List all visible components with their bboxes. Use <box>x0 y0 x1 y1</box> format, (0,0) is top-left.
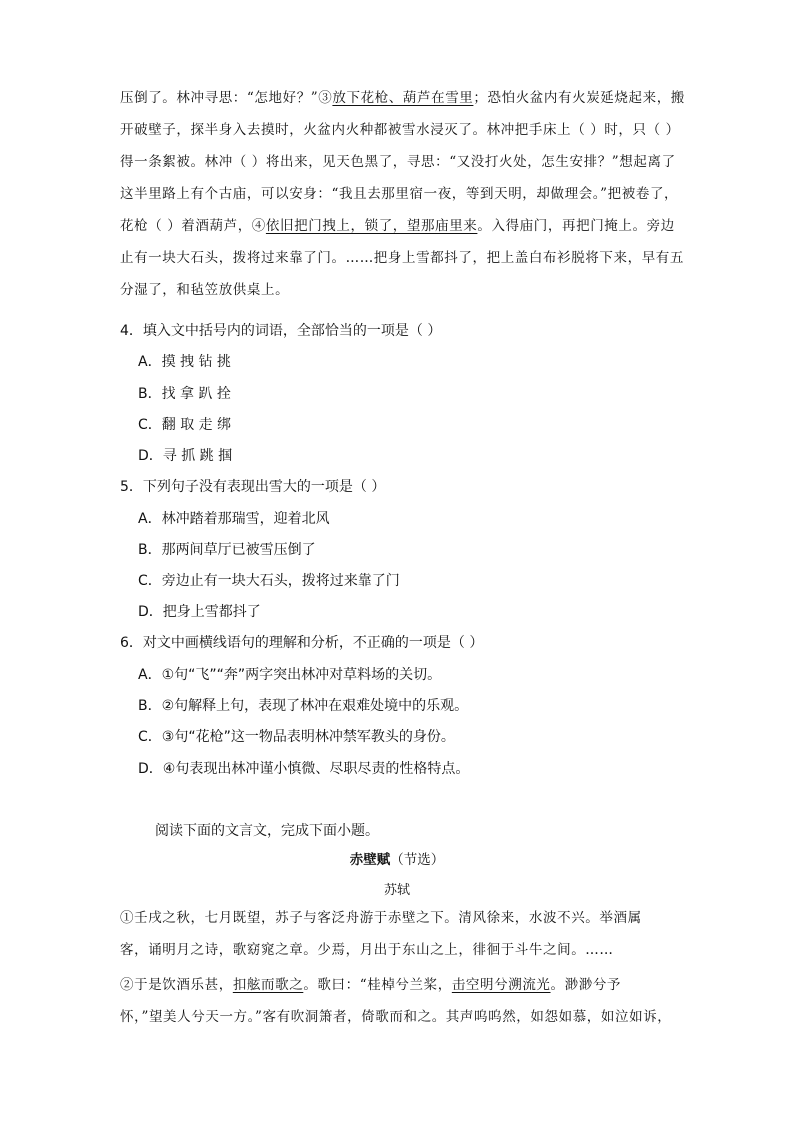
classical-line: 客，诵明月之诗，歌窈窕之章。少焉，月出于东山之上，徘徊于斗牛之间。…… <box>120 942 614 958</box>
question-5-stem: 5．下列句子没有表现出雪大的一项是（ ） <box>120 479 386 495</box>
question-6-stem: 6．对文中画横线语句的理解和分析，不正确的一项是（ ） <box>120 635 484 651</box>
passage-line: 花枪（ ）着酒葫芦，④依旧把门拽上，锁了，望那庙里来。入得庙门，再把门掩上。旁边 <box>120 218 675 234</box>
question-6-option-c: C．③句“花枪”这一物品表明林冲禁军教头的身份。 <box>138 729 455 745</box>
passage-line: 这半里路上有个古庙，可以安身：“我且去那里宿一夜，等到天明，却做理会。”把被卷了， <box>120 186 679 202</box>
passage-line: 分湿了，和毡笠放供桌上。 <box>120 282 290 298</box>
classical-text-title: 赤壁赋（节选） <box>349 852 445 868</box>
reading-instruction: 阅读下面的文言文，完成下面小题。 <box>155 823 379 839</box>
question-4-option-d: D．寻 抓 跳 掴 <box>138 448 233 464</box>
classical-line: ②于是饮酒乐甚，扣舷而歌之。歌曰：“桂棹兮兰桨，击空明兮溯流光。渺渺兮予 <box>120 977 622 993</box>
question-5-option-a: A．林冲踏着那瑞雪，迎着北风 <box>138 511 330 527</box>
question-5-option-d: D．把身上雪都抖了 <box>138 604 261 620</box>
question-6-option-b: B．②句解释上句，表现了林冲在艰难处境中的乐观。 <box>138 698 469 714</box>
question-4-option-a: A．摸 拽 钻 挑 <box>138 354 231 370</box>
question-4-option-b: B．找 拿 趴 拴 <box>138 386 231 402</box>
question-6-option-a: A．①句“飞”“奔”两字突出林冲对草料场的关切。 <box>138 667 442 683</box>
question-4-option-c: C．翻 取 走 绑 <box>138 417 232 433</box>
passage-line: 止有一块大石头，拨将过来靠了门。……把身上雪都抖了，把上盖白布衫脱将下来，早有五 <box>120 250 684 266</box>
passage-line: 开破壁子，探半身入去摸时，火盆内火种都被雪水浸灭了。林冲把手床上（ ）时，只（ ） <box>120 122 680 138</box>
underlined-phrase: 击空明兮溯流光 <box>451 977 551 993</box>
underlined-sentence-4: 依旧把门拽上，锁了，望那庙里来 <box>265 218 478 234</box>
question-6-option-d: D．④句表现出林冲谨小慎微、尽职尽责的性格特点。 <box>138 761 470 777</box>
question-5-option-b: B．那两间草厅已被雪压倒了 <box>138 542 316 558</box>
classical-line: ①壬戌之秋，七月既望，苏子与客泛舟游于赤壁之下。清风徐来，水波不兴。举酒属 <box>120 910 642 926</box>
passage-line: 压倒了。林冲寻思：“怎地好？”③放下花枪、葫芦在雪里；恐怕火盆内有火炭延烧起来，搬 <box>120 90 685 106</box>
passage-line: 得一条絮被。林冲（ ）将出来，见天色黑了，寻思：“又没打火处，怎生安排？”想起离了 <box>120 154 676 170</box>
classical-text-author: 苏轼 <box>383 883 410 898</box>
classical-line: 怀，”望美人兮天一方。”客有吹洞箫者，倚歌而和之。其声呜呜然，如怨如慕，如泣如诉， <box>120 1009 672 1025</box>
underlined-phrase: 扣舷而歌之 <box>232 977 304 993</box>
underlined-sentence-3: 放下花枪、葫芦在雪里 <box>332 90 474 106</box>
question-4-stem: 4．填入文中括号内的词语，全部恰当的一项是（ ） <box>120 323 442 339</box>
question-5-option-c: C．旁边止有一块大石头，拨将过来靠了门 <box>138 573 400 589</box>
